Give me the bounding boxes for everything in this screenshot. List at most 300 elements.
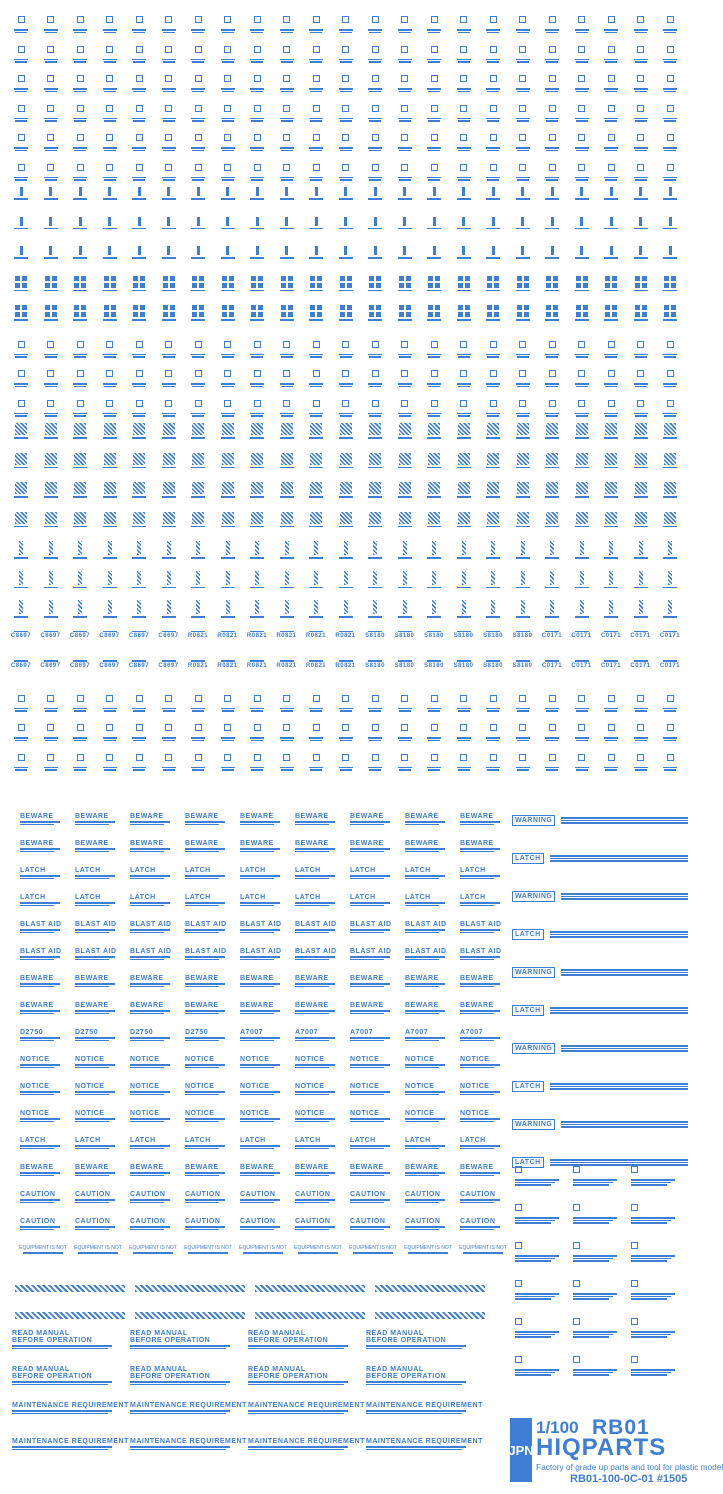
decal-marker <box>246 335 268 355</box>
warning-decal: CAUTION <box>20 1218 70 1242</box>
decal-marker <box>512 276 534 296</box>
decal-marker: C0171 <box>659 659 681 679</box>
warning-decal: BLAST AID <box>130 948 180 972</box>
decal-marker <box>659 99 681 119</box>
warning-decal: CAUTION <box>350 1191 400 1215</box>
decal-marker <box>276 689 298 709</box>
decal-marker: C8697 <box>158 659 180 679</box>
decal-marker <box>600 571 622 591</box>
warning-decal: CAUTION <box>185 1218 235 1242</box>
decal-marker <box>600 423 622 443</box>
decal-marker <box>99 335 121 355</box>
decal-marker <box>99 99 121 119</box>
warning-decal: NOTICE <box>130 1110 180 1134</box>
decal-marker <box>482 99 504 119</box>
decal-marker <box>571 158 593 178</box>
decal-marker <box>128 482 150 502</box>
decal-marker: R0821 <box>246 659 268 679</box>
warning-decal: CAUTION <box>240 1218 290 1242</box>
decal-marker <box>40 571 62 591</box>
decal-marker <box>99 748 121 768</box>
decal-marker <box>158 689 180 709</box>
decal-marker <box>453 364 475 384</box>
decal-marker <box>246 246 268 266</box>
decal-marker: C0171 <box>541 630 563 650</box>
decal-marker: R0821 <box>187 630 209 650</box>
decal-marker <box>512 69 534 89</box>
decal-marker <box>69 718 91 738</box>
side-decal: WARNING <box>512 1043 688 1073</box>
decal-marker <box>335 99 357 119</box>
decal-marker <box>630 364 652 384</box>
warning-decal: LATCH <box>405 894 455 918</box>
decal-marker <box>187 246 209 266</box>
decal-marker <box>600 99 622 119</box>
warning-decal: BEWARE <box>295 975 345 999</box>
decal-marker <box>276 276 298 296</box>
decal-marker <box>541 748 563 768</box>
decal-marker <box>364 423 386 443</box>
decal-marker <box>482 217 504 237</box>
decal-marker <box>394 335 416 355</box>
decal-marker <box>600 394 622 414</box>
decal-marker <box>158 246 180 266</box>
decal-marker <box>423 187 445 207</box>
decal-marker <box>69 40 91 60</box>
manual-decal: MAINTENANCE REQUIREMENT <box>248 1402 360 1434</box>
decal-marker <box>659 394 681 414</box>
decal-marker <box>512 482 534 502</box>
decal-marker <box>128 512 150 532</box>
decal-marker <box>276 482 298 502</box>
decal-marker <box>276 748 298 768</box>
decal-marker <box>158 748 180 768</box>
decal-marker <box>40 423 62 443</box>
product-code: RB01-100-0C-01 #1505 <box>570 1473 688 1485</box>
decal-marker <box>541 158 563 178</box>
decal-marker <box>659 128 681 148</box>
decal-marker <box>571 40 593 60</box>
decal-marker <box>69 99 91 119</box>
warning-decal: BEWARE <box>185 975 235 999</box>
decal-marker <box>482 541 504 561</box>
warning-decal: NOTICE <box>75 1056 125 1080</box>
region-badge <box>510 1418 532 1482</box>
decal-marker <box>187 512 209 532</box>
decal-marker <box>246 423 268 443</box>
decal-marker <box>659 482 681 502</box>
decal-marker <box>276 512 298 532</box>
side-decal: LATCH <box>512 1157 688 1187</box>
decal-marker <box>128 69 150 89</box>
decal-marker <box>659 158 681 178</box>
decal-marker <box>187 482 209 502</box>
warning-decal: NOTICE <box>185 1110 235 1134</box>
decal-marker <box>246 541 268 561</box>
decal-marker <box>305 541 327 561</box>
warning-decal: BEWARE <box>350 813 400 837</box>
decal-marker <box>10 10 32 30</box>
warning-decal: BEWARE <box>350 1164 400 1188</box>
decal-marker <box>40 394 62 414</box>
decal-marker <box>128 423 150 443</box>
decal-marker: S8180 <box>423 659 445 679</box>
decal-marker <box>482 246 504 266</box>
warning-decal: NOTICE <box>20 1083 70 1107</box>
decal-marker <box>659 335 681 355</box>
warning-decal: LATCH <box>130 894 180 918</box>
decal-marker <box>305 128 327 148</box>
warning-decal: NOTICE <box>460 1056 510 1080</box>
decal-marker <box>512 748 534 768</box>
decal-marker <box>10 541 32 561</box>
side-decal: WARNING <box>512 815 688 845</box>
region-text: JPN <box>508 1442 534 1458</box>
decal-marker <box>571 335 593 355</box>
decal-marker <box>541 423 563 443</box>
decal-marker <box>305 423 327 443</box>
warning-decal: NOTICE <box>185 1083 235 1107</box>
decal-marker <box>187 718 209 738</box>
decal-marker <box>453 335 475 355</box>
warning-decal: BEWARE <box>75 813 125 837</box>
decal-marker <box>187 99 209 119</box>
decal-marker <box>246 364 268 384</box>
decal-marker <box>335 748 357 768</box>
decal-marker <box>423 718 445 738</box>
warning-decal: BEWARE <box>240 840 290 864</box>
decal-marker <box>600 364 622 384</box>
decal-marker <box>128 187 150 207</box>
warning-decal: LATCH <box>295 1137 345 1161</box>
decal-marker <box>453 512 475 532</box>
decal-marker <box>40 541 62 561</box>
decal-marker <box>600 128 622 148</box>
hiqparts-logo <box>508 1416 723 1490</box>
decal-marker: R0821 <box>276 630 298 650</box>
decal-marker <box>659 453 681 473</box>
decal-marker <box>305 305 327 325</box>
hazard-stripe <box>135 1285 245 1292</box>
warning-decal: CAUTION <box>350 1218 400 1242</box>
decal-marker: S8180 <box>482 659 504 679</box>
decal-marker <box>335 128 357 148</box>
decal-marker <box>453 246 475 266</box>
decal-marker <box>187 276 209 296</box>
decal-marker <box>482 158 504 178</box>
decal-marker <box>482 40 504 60</box>
manual-decal: READ MANUAL BEFORE OPERATION <box>366 1366 478 1398</box>
decal-marker <box>541 394 563 414</box>
warning-decal: BEWARE <box>405 840 455 864</box>
decal-marker <box>10 600 32 620</box>
warning-decal: LATCH <box>130 867 180 891</box>
decal-marker <box>40 10 62 30</box>
warning-decal: NOTICE <box>295 1083 345 1107</box>
warning-decal: NOTICE <box>460 1083 510 1107</box>
info-decal <box>515 1198 567 1230</box>
decal-marker <box>217 512 239 532</box>
decal-marker: C8697 <box>10 630 32 650</box>
decal-marker: R0821 <box>276 659 298 679</box>
decal-marker <box>423 40 445 60</box>
warning-decal: BLAST AID <box>295 948 345 972</box>
warning-decal: CAUTION <box>295 1191 345 1215</box>
info-decal <box>515 1236 567 1268</box>
decal-marker <box>276 10 298 30</box>
side-decal: WARNING <box>512 1119 688 1149</box>
decal-marker <box>659 40 681 60</box>
decal-marker <box>364 453 386 473</box>
decal-marker <box>394 482 416 502</box>
decal-marker <box>600 718 622 738</box>
decal-marker <box>10 394 32 414</box>
decal-marker <box>305 718 327 738</box>
decal-marker <box>69 423 91 443</box>
decal-marker <box>10 128 32 148</box>
decal-marker <box>541 246 563 266</box>
decal-marker <box>99 482 121 502</box>
decal-marker <box>217 335 239 355</box>
decal-marker <box>305 512 327 532</box>
decal-marker <box>364 689 386 709</box>
decal-marker <box>276 158 298 178</box>
warning-decal: BEWARE <box>405 1164 455 1188</box>
decal-marker <box>187 600 209 620</box>
decal-marker: C8697 <box>69 659 91 679</box>
equipment-decal: EQUIPMENT IS NOT <box>18 1245 68 1263</box>
warning-decal: LATCH <box>185 894 235 918</box>
warning-decal: BEWARE <box>295 1002 345 1026</box>
decal-marker <box>305 10 327 30</box>
warning-decal: BLAST AID <box>20 948 70 972</box>
warning-decal: LATCH <box>460 867 510 891</box>
warning-decal: BEWARE <box>460 1002 510 1026</box>
decal-marker <box>423 453 445 473</box>
decal-marker <box>128 246 150 266</box>
side-decal: LATCH <box>512 929 688 959</box>
decal-marker <box>69 217 91 237</box>
decal-marker <box>246 99 268 119</box>
decal-marker <box>10 571 32 591</box>
info-decal <box>573 1236 625 1268</box>
decal-marker <box>423 541 445 561</box>
warning-decal: BLAST AID <box>460 921 510 945</box>
decal-marker <box>571 748 593 768</box>
decal-marker <box>482 423 504 443</box>
warning-decal: BLAST AID <box>405 921 455 945</box>
decal-marker <box>305 364 327 384</box>
info-decal <box>631 1350 683 1382</box>
decal-marker <box>10 69 32 89</box>
decal-marker <box>335 571 357 591</box>
warning-decal: BLAST AID <box>75 948 125 972</box>
side-decal: LATCH <box>512 1081 688 1111</box>
decal-marker <box>482 689 504 709</box>
warning-decal: LATCH <box>20 867 70 891</box>
warning-decal: LATCH <box>350 867 400 891</box>
decal-marker <box>394 305 416 325</box>
decal-marker <box>423 394 445 414</box>
decal-marker: C0171 <box>571 659 593 679</box>
decal-marker: R0821 <box>305 659 327 679</box>
decal-marker <box>335 600 357 620</box>
decal-marker <box>659 364 681 384</box>
decal-marker <box>364 69 386 89</box>
warning-decal: CAUTION <box>460 1218 510 1242</box>
decal-marker <box>394 217 416 237</box>
decal-marker <box>364 158 386 178</box>
decal-marker <box>453 128 475 148</box>
decal-marker: C0171 <box>630 630 652 650</box>
decal-marker <box>659 689 681 709</box>
warning-decal: LATCH <box>405 1137 455 1161</box>
decal-marker <box>217 453 239 473</box>
decal-marker: C8697 <box>99 659 121 679</box>
decal-marker <box>453 40 475 60</box>
warning-decal: A7007 <box>295 1029 345 1053</box>
decal-marker <box>305 600 327 620</box>
decal-marker <box>99 394 121 414</box>
decal-marker <box>394 246 416 266</box>
decal-marker <box>128 10 150 30</box>
decal-marker <box>541 10 563 30</box>
decal-marker <box>69 187 91 207</box>
decal-marker <box>364 305 386 325</box>
decal-marker <box>10 99 32 119</box>
decal-marker <box>276 246 298 266</box>
decal-marker <box>364 99 386 119</box>
decal-marker <box>394 99 416 119</box>
warning-decal: CAUTION <box>405 1191 455 1215</box>
warning-decal: BEWARE <box>240 1002 290 1026</box>
decal-marker <box>423 10 445 30</box>
decal-marker <box>276 541 298 561</box>
decal-marker <box>659 217 681 237</box>
decal-marker: C0171 <box>600 659 622 679</box>
decal-marker <box>246 689 268 709</box>
manual-decal: MAINTENANCE REQUIREMENT <box>130 1438 242 1470</box>
decal-marker <box>453 394 475 414</box>
decal-marker <box>69 276 91 296</box>
decal-marker <box>158 217 180 237</box>
decal-marker <box>541 305 563 325</box>
hazard-stripe <box>255 1285 365 1292</box>
decal-marker <box>246 276 268 296</box>
decal-marker <box>335 10 357 30</box>
info-decal <box>631 1236 683 1268</box>
decal-marker <box>335 423 357 443</box>
decal-marker <box>69 10 91 30</box>
warning-decal: NOTICE <box>75 1110 125 1134</box>
decal-marker: R0821 <box>335 659 357 679</box>
warning-decal: NOTICE <box>295 1110 345 1134</box>
decal-marker <box>482 305 504 325</box>
warning-decal: BEWARE <box>240 975 290 999</box>
decal-marker <box>187 453 209 473</box>
decal-marker <box>541 128 563 148</box>
warning-decal: BEWARE <box>460 840 510 864</box>
warning-decal: BEWARE <box>130 813 180 837</box>
warning-decal: LATCH <box>240 867 290 891</box>
decal-marker <box>600 748 622 768</box>
decal-marker <box>541 600 563 620</box>
decal-marker <box>128 571 150 591</box>
warning-decal: D2750 <box>130 1029 180 1053</box>
decal-marker <box>453 571 475 591</box>
decal-marker <box>482 335 504 355</box>
decal-marker <box>512 158 534 178</box>
decal-marker <box>187 423 209 443</box>
decal-marker <box>217 718 239 738</box>
decal-marker <box>128 453 150 473</box>
decal-marker <box>69 541 91 561</box>
decal-marker <box>423 158 445 178</box>
decal-marker <box>571 305 593 325</box>
decal-marker <box>600 158 622 178</box>
side-decal: WARNING <box>512 891 688 921</box>
decal-marker: C8697 <box>128 659 150 679</box>
decal-marker <box>69 158 91 178</box>
decal-marker <box>69 69 91 89</box>
decal-marker <box>423 364 445 384</box>
decal-marker <box>600 69 622 89</box>
decal-marker <box>99 541 121 561</box>
info-decal <box>631 1160 683 1192</box>
decal-marker <box>40 453 62 473</box>
warning-decal: A7007 <box>405 1029 455 1053</box>
decal-marker <box>40 718 62 738</box>
decal-marker <box>571 423 593 443</box>
equipment-decal: EQUIPMENT IS NOT <box>73 1245 123 1263</box>
decal-marker <box>630 40 652 60</box>
decal-marker <box>659 600 681 620</box>
decal-marker <box>158 482 180 502</box>
decal-marker <box>630 335 652 355</box>
decal-marker <box>600 217 622 237</box>
decal-marker <box>394 187 416 207</box>
decal-marker <box>453 158 475 178</box>
decal-marker <box>512 600 534 620</box>
warning-decal: BLAST AID <box>185 948 235 972</box>
decal-marker <box>10 512 32 532</box>
decal-marker <box>246 512 268 532</box>
decal-marker <box>217 305 239 325</box>
decal-marker <box>512 453 534 473</box>
decal-marker <box>335 246 357 266</box>
warning-decal: LATCH <box>20 894 70 918</box>
decal-marker <box>394 748 416 768</box>
warning-decal: NOTICE <box>405 1083 455 1107</box>
decal-marker <box>158 69 180 89</box>
warning-decal: NOTICE <box>405 1056 455 1080</box>
warning-decal: NOTICE <box>20 1110 70 1134</box>
warning-decal: BEWARE <box>130 975 180 999</box>
decal-marker <box>630 453 652 473</box>
decal-marker: R0821 <box>217 630 239 650</box>
warning-decal: LATCH <box>20 1137 70 1161</box>
warning-decal: BLAST AID <box>185 921 235 945</box>
decal-marker <box>482 453 504 473</box>
decal-marker <box>158 512 180 532</box>
decal-marker <box>541 276 563 296</box>
manual-decal: READ MANUAL BEFORE OPERATION <box>130 1330 242 1362</box>
decal-marker <box>217 69 239 89</box>
info-decal <box>631 1312 683 1344</box>
decal-marker <box>217 158 239 178</box>
decal-marker <box>571 187 593 207</box>
info-decal <box>515 1350 567 1382</box>
